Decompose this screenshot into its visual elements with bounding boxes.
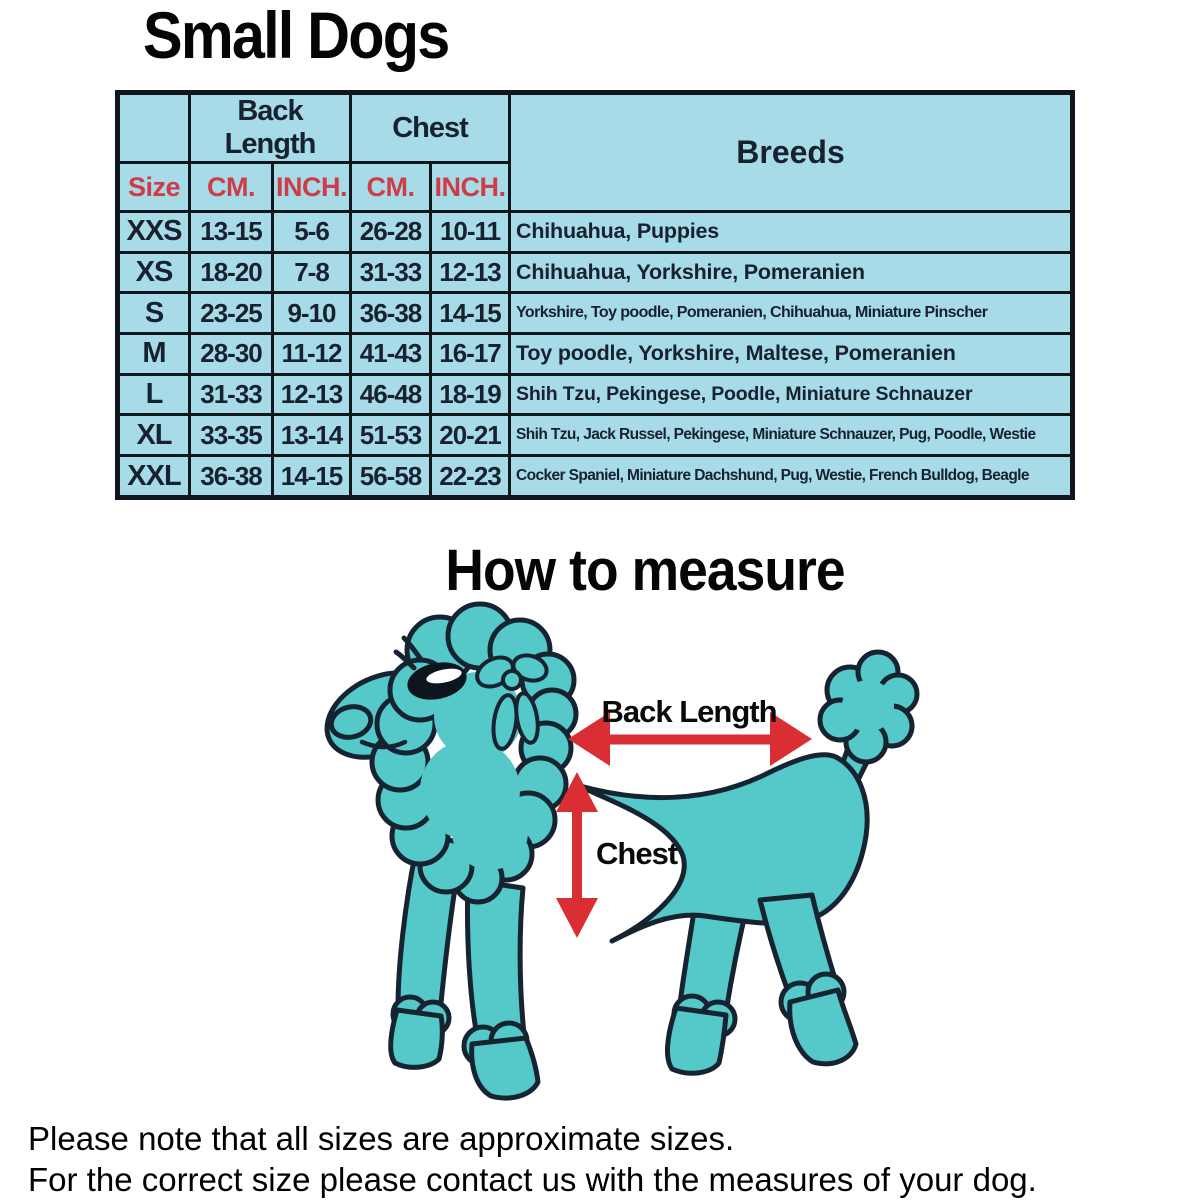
breeds-cell: Cocker Spaniel, Miniature Dachshund, Pug, Westie, French Bulldog, Beagle (510, 456, 1073, 498)
chest-cm-cell: 31-33 (351, 252, 431, 293)
size-cell: XS (118, 252, 190, 293)
size-cell: XXL (118, 456, 190, 498)
chest-cm-cell: 56-58 (351, 456, 431, 498)
chest-inch-cell: 10-11 (431, 212, 510, 253)
breeds-cell: Toy poodle, Yorkshire, Maltese, Pomeranien (510, 334, 1073, 375)
back-cm-header: CM. (190, 163, 273, 212)
table-group-header-row (118, 93, 1073, 163)
back-cm-cell: 28-30 (190, 334, 273, 375)
size-table (115, 90, 1075, 500)
breeds-cell: Chihuahua, Yorkshire, Pomeranien (510, 252, 1073, 293)
breeds-cell: Shih Tzu, Jack Russel, Pekingese, Miniature Schnauzer, Pug, Poodle, Westie (510, 415, 1073, 456)
breeds-cell: Yorkshire, Toy poodle, Pomeranien, Chihuahua, Miniature Pinscher (510, 293, 1073, 334)
chest-inch-cell: 12-13 (431, 252, 510, 293)
size-cell: XL (118, 415, 190, 456)
back-cm-cell: 23-25 (190, 293, 273, 334)
size-cell: L (118, 374, 190, 415)
table-row (118, 456, 1073, 498)
back-cm-cell: 33-35 (190, 415, 273, 456)
back-inch-cell: 7-8 (273, 252, 351, 293)
back-inch-cell: 11-12 (273, 334, 351, 375)
back-inch-header: INCH. (273, 163, 351, 212)
dog-head-fluff (372, 604, 576, 902)
back-inch-cell: 9-10 (273, 293, 351, 334)
dog-hind-leg-far (667, 902, 748, 1073)
chest-inch-cell: 20-21 (431, 415, 510, 456)
table-row (118, 212, 1073, 253)
back-inch-cell: 14-15 (273, 456, 351, 498)
notes (28, 1118, 1037, 1200)
back-cm-cell: 13-15 (190, 212, 273, 253)
back-inch-cell: 13-14 (273, 415, 351, 456)
chest-cm-header: CM. (351, 163, 431, 212)
breeds-cell: Chihuahua, Puppies (510, 212, 1073, 253)
back-cm-cell: 18-20 (190, 252, 273, 293)
chest-cm-cell: 36-38 (351, 293, 431, 334)
breeds-column-header: Breeds (510, 93, 1073, 212)
back-inch-cell: 5-6 (273, 212, 351, 253)
chest-inch-cell: 16-17 (431, 334, 510, 375)
chest-cm-cell: 26-28 (351, 212, 431, 253)
chest-label: Chest (596, 836, 678, 871)
chest-inch-header: INCH. (431, 163, 510, 212)
size-table-body (118, 212, 1073, 498)
size-header: Size (118, 163, 190, 212)
chest-cm-cell: 51-53 (351, 415, 431, 456)
chest-inch-cell: 22-23 (431, 456, 510, 498)
corner-cell (118, 93, 190, 163)
dog-hind-leg-near (760, 895, 856, 1064)
note-line-2: For the correct size please contact us with the measures of your dog. (28, 1161, 1037, 1198)
table-row (118, 252, 1073, 293)
breeds-cell: Shih Tzu, Pekingese, Poodle, Miniature Schnauzer (510, 374, 1073, 415)
chest-cm-cell: 46-48 (351, 374, 431, 415)
table-row (118, 334, 1073, 375)
table-row (118, 293, 1073, 334)
note-line-1: Please note that all sizes are approximate sizes. (28, 1120, 735, 1157)
back-length-column-header: Back Length (190, 93, 351, 163)
back-cm-cell: 36-38 (190, 456, 273, 498)
size-cell: M (118, 334, 190, 375)
table-row (118, 374, 1073, 415)
table-row (118, 415, 1073, 456)
back-cm-cell: 31-33 (190, 374, 273, 415)
chest-cm-cell: 41-43 (351, 334, 431, 375)
page-title: Small Dogs (143, 0, 449, 72)
dog-front-leg-near (464, 880, 538, 1098)
back-length-label: Back Length (601, 694, 777, 729)
back-inch-cell: 12-13 (273, 374, 351, 415)
chest-inch-cell: 14-15 (431, 293, 510, 334)
chest-inch-cell: 18-19 (431, 374, 510, 415)
chest-column-header: Chest (351, 93, 510, 163)
size-cell: S (118, 293, 190, 334)
size-cell: XXS (118, 212, 190, 253)
how-to-measure-title: How to measure (445, 538, 845, 603)
